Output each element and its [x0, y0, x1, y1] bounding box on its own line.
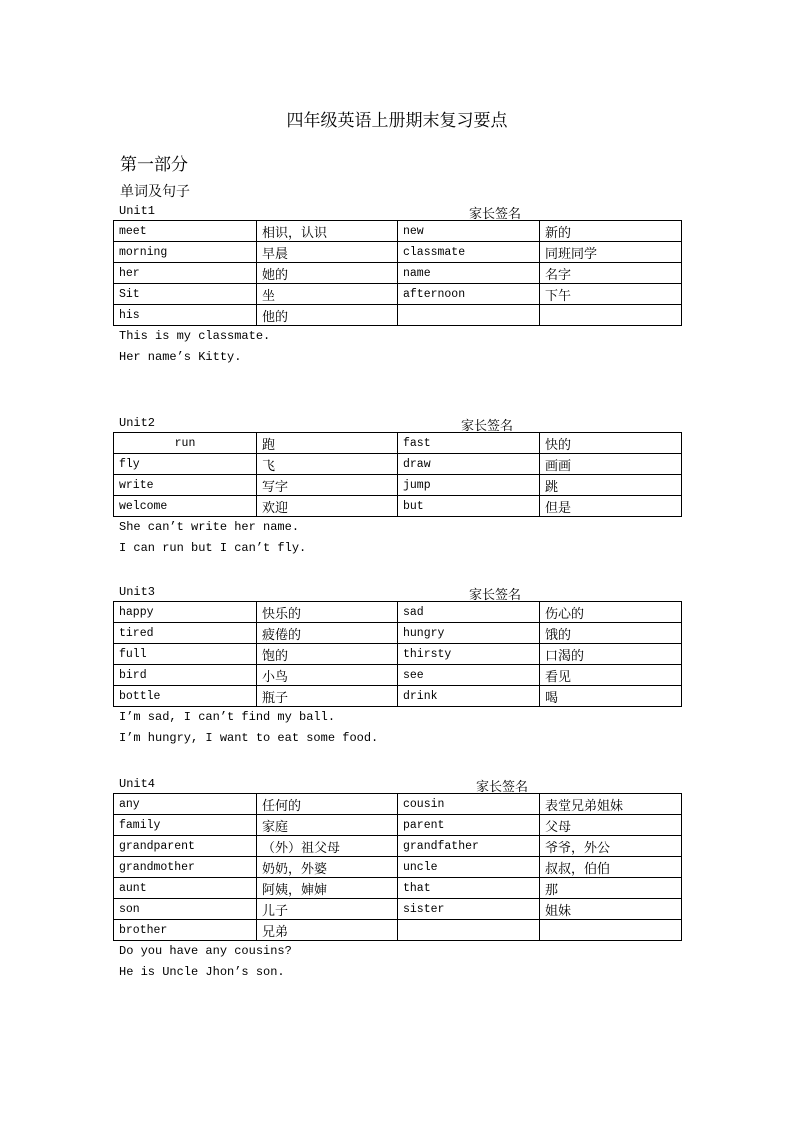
- word-english: welcome: [114, 496, 257, 517]
- example-sentence: I can run but I can’t fly.: [119, 541, 307, 555]
- word-chinese: 新的: [540, 221, 682, 242]
- table-row: [114, 644, 682, 665]
- word-english: Sit: [114, 284, 257, 305]
- word-english: afternoon: [398, 284, 540, 305]
- unit-3-section: [113, 584, 681, 749]
- word-english: drink: [398, 686, 540, 707]
- word-chinese: 同班同学: [540, 242, 682, 263]
- word-english: happy: [114, 602, 257, 623]
- word-english: fast: [398, 433, 540, 454]
- word-chinese: 快乐的: [257, 602, 398, 623]
- word-chinese: 兄弟: [257, 920, 398, 941]
- word-english: family: [114, 815, 257, 836]
- unit-2-section: [113, 415, 681, 559]
- unit-header: [113, 776, 681, 793]
- word-english: new: [398, 221, 540, 242]
- table-row: [114, 602, 682, 623]
- word-chinese: 儿子: [257, 899, 398, 920]
- word-english: grandfather: [398, 836, 540, 857]
- table-row: [114, 433, 682, 454]
- word-english: write: [114, 475, 257, 496]
- word-chinese: [540, 305, 682, 326]
- table-row: [114, 263, 682, 284]
- word-chinese: 名字: [540, 263, 682, 284]
- word-english: [398, 920, 540, 941]
- word-english: classmate: [398, 242, 540, 263]
- word-english: meet: [114, 221, 257, 242]
- word-chinese: 饿的: [540, 623, 682, 644]
- word-chinese: 画画: [540, 454, 682, 475]
- section-subheading: 单词及句子: [120, 184, 190, 200]
- word-english: brother: [114, 920, 257, 941]
- word-english: bird: [114, 665, 257, 686]
- table-row: [114, 665, 682, 686]
- document-title: 四年级英语上册期末复习要点: [286, 111, 508, 131]
- table-row: [114, 496, 682, 517]
- word-chinese: 飞: [257, 454, 398, 475]
- word-english: bottle: [114, 686, 257, 707]
- parent-signature-label: 家长签名: [461, 419, 514, 434]
- word-chinese: 阿姨，婶婶: [257, 878, 398, 899]
- word-chinese: 姐妹: [540, 899, 682, 920]
- example-sentence: Do you have any cousins?: [119, 944, 292, 958]
- table-row: [114, 920, 682, 941]
- unit-header: [113, 415, 681, 432]
- word-chinese: 那: [540, 878, 682, 899]
- table-row: [114, 878, 682, 899]
- word-chinese: [540, 920, 682, 941]
- example-sentence: This is my classmate.: [119, 329, 271, 343]
- word-english: see: [398, 665, 540, 686]
- word-english: thirsty: [398, 644, 540, 665]
- word-chinese: 欢迎: [257, 496, 398, 517]
- table-row: [114, 836, 682, 857]
- word-chinese: 口渴的: [540, 644, 682, 665]
- table-row: [114, 857, 682, 878]
- unit-1-section: [113, 203, 681, 368]
- word-english: cousin: [398, 794, 540, 815]
- word-chinese: 看见: [540, 665, 682, 686]
- example-sentence: She can’t write her name.: [119, 520, 300, 534]
- word-english: any: [114, 794, 257, 815]
- example-sentence: He is Uncle Jhon’s son.: [119, 965, 285, 979]
- word-english: draw: [398, 454, 540, 475]
- word-english: name: [398, 263, 540, 284]
- table-row: [114, 815, 682, 836]
- word-english: sad: [398, 602, 540, 623]
- word-chinese: 下午: [540, 284, 682, 305]
- word-english: tired: [114, 623, 257, 644]
- word-english: her: [114, 263, 257, 284]
- word-chinese: 表堂兄弟姐妹: [540, 794, 682, 815]
- word-english: fly: [114, 454, 257, 475]
- unit-4-section: [113, 776, 681, 983]
- table-row: [114, 221, 682, 242]
- vocabulary-table: [113, 601, 682, 707]
- word-english: grandparent: [114, 836, 257, 857]
- vocabulary-table: [113, 432, 682, 517]
- table-row: [114, 794, 682, 815]
- unit-header: [113, 203, 681, 220]
- word-chinese: 但是: [540, 496, 682, 517]
- word-chinese: 奶奶，外婆: [257, 857, 398, 878]
- table-row: [114, 242, 682, 263]
- word-chinese: 她的: [257, 263, 398, 284]
- unit-header: [113, 584, 681, 601]
- example-sentence: I’m hungry, I want to eat some food.: [119, 731, 379, 745]
- parent-signature-label: 家长签名: [469, 207, 522, 222]
- word-chinese: 坐: [257, 284, 398, 305]
- word-english: run: [114, 433, 257, 454]
- example-sentence: I’m sad, I can’t find my ball.: [119, 710, 336, 724]
- table-row: [114, 284, 682, 305]
- word-chinese: 快的: [540, 433, 682, 454]
- parent-signature-label: 家长签名: [469, 588, 522, 603]
- word-chinese: 父母: [540, 815, 682, 836]
- word-chinese: （外）祖父母: [257, 836, 398, 857]
- word-english: uncle: [398, 857, 540, 878]
- table-row: [114, 623, 682, 644]
- unit-name: Unit1: [119, 204, 156, 218]
- table-row: [114, 475, 682, 496]
- word-chinese: 早晨: [257, 242, 398, 263]
- word-chinese: 疲倦的: [257, 623, 398, 644]
- word-english: hungry: [398, 623, 540, 644]
- word-english: full: [114, 644, 257, 665]
- word-english: grandmother: [114, 857, 257, 878]
- word-chinese: 他的: [257, 305, 398, 326]
- table-row: [114, 454, 682, 475]
- word-chinese: 跑: [257, 433, 398, 454]
- word-chinese: 家庭: [257, 815, 398, 836]
- word-english: aunt: [114, 878, 257, 899]
- word-english: his: [114, 305, 257, 326]
- parent-signature-label: 家长签名: [476, 780, 529, 795]
- word-chinese: 相识，认识: [257, 221, 398, 242]
- word-chinese: 喝: [540, 686, 682, 707]
- word-english: morning: [114, 242, 257, 263]
- unit-name: Unit4: [119, 777, 156, 791]
- unit-name: Unit2: [119, 416, 156, 430]
- word-chinese: 饱的: [257, 644, 398, 665]
- unit-name: Unit3: [119, 585, 156, 599]
- vocabulary-table: [113, 793, 682, 941]
- word-chinese: 瓶子: [257, 686, 398, 707]
- word-chinese: 跳: [540, 475, 682, 496]
- word-chinese: 伤心的: [540, 602, 682, 623]
- table-row: [114, 305, 682, 326]
- vocabulary-table: [113, 220, 682, 326]
- part-heading: 第一部分: [120, 155, 188, 175]
- word-english: sister: [398, 899, 540, 920]
- word-english: son: [114, 899, 257, 920]
- word-english: jump: [398, 475, 540, 496]
- word-english: [398, 305, 540, 326]
- word-chinese: 爷爷，外公: [540, 836, 682, 857]
- word-chinese: 小鸟: [257, 665, 398, 686]
- word-english: parent: [398, 815, 540, 836]
- table-row: [114, 899, 682, 920]
- word-english: that: [398, 878, 540, 899]
- word-english: but: [398, 496, 540, 517]
- word-chinese: 写字: [257, 475, 398, 496]
- word-chinese: 任何的: [257, 794, 398, 815]
- table-row: [114, 686, 682, 707]
- word-chinese: 叔叔，伯伯: [540, 857, 682, 878]
- example-sentence: Her name’s Kitty.: [119, 350, 242, 364]
